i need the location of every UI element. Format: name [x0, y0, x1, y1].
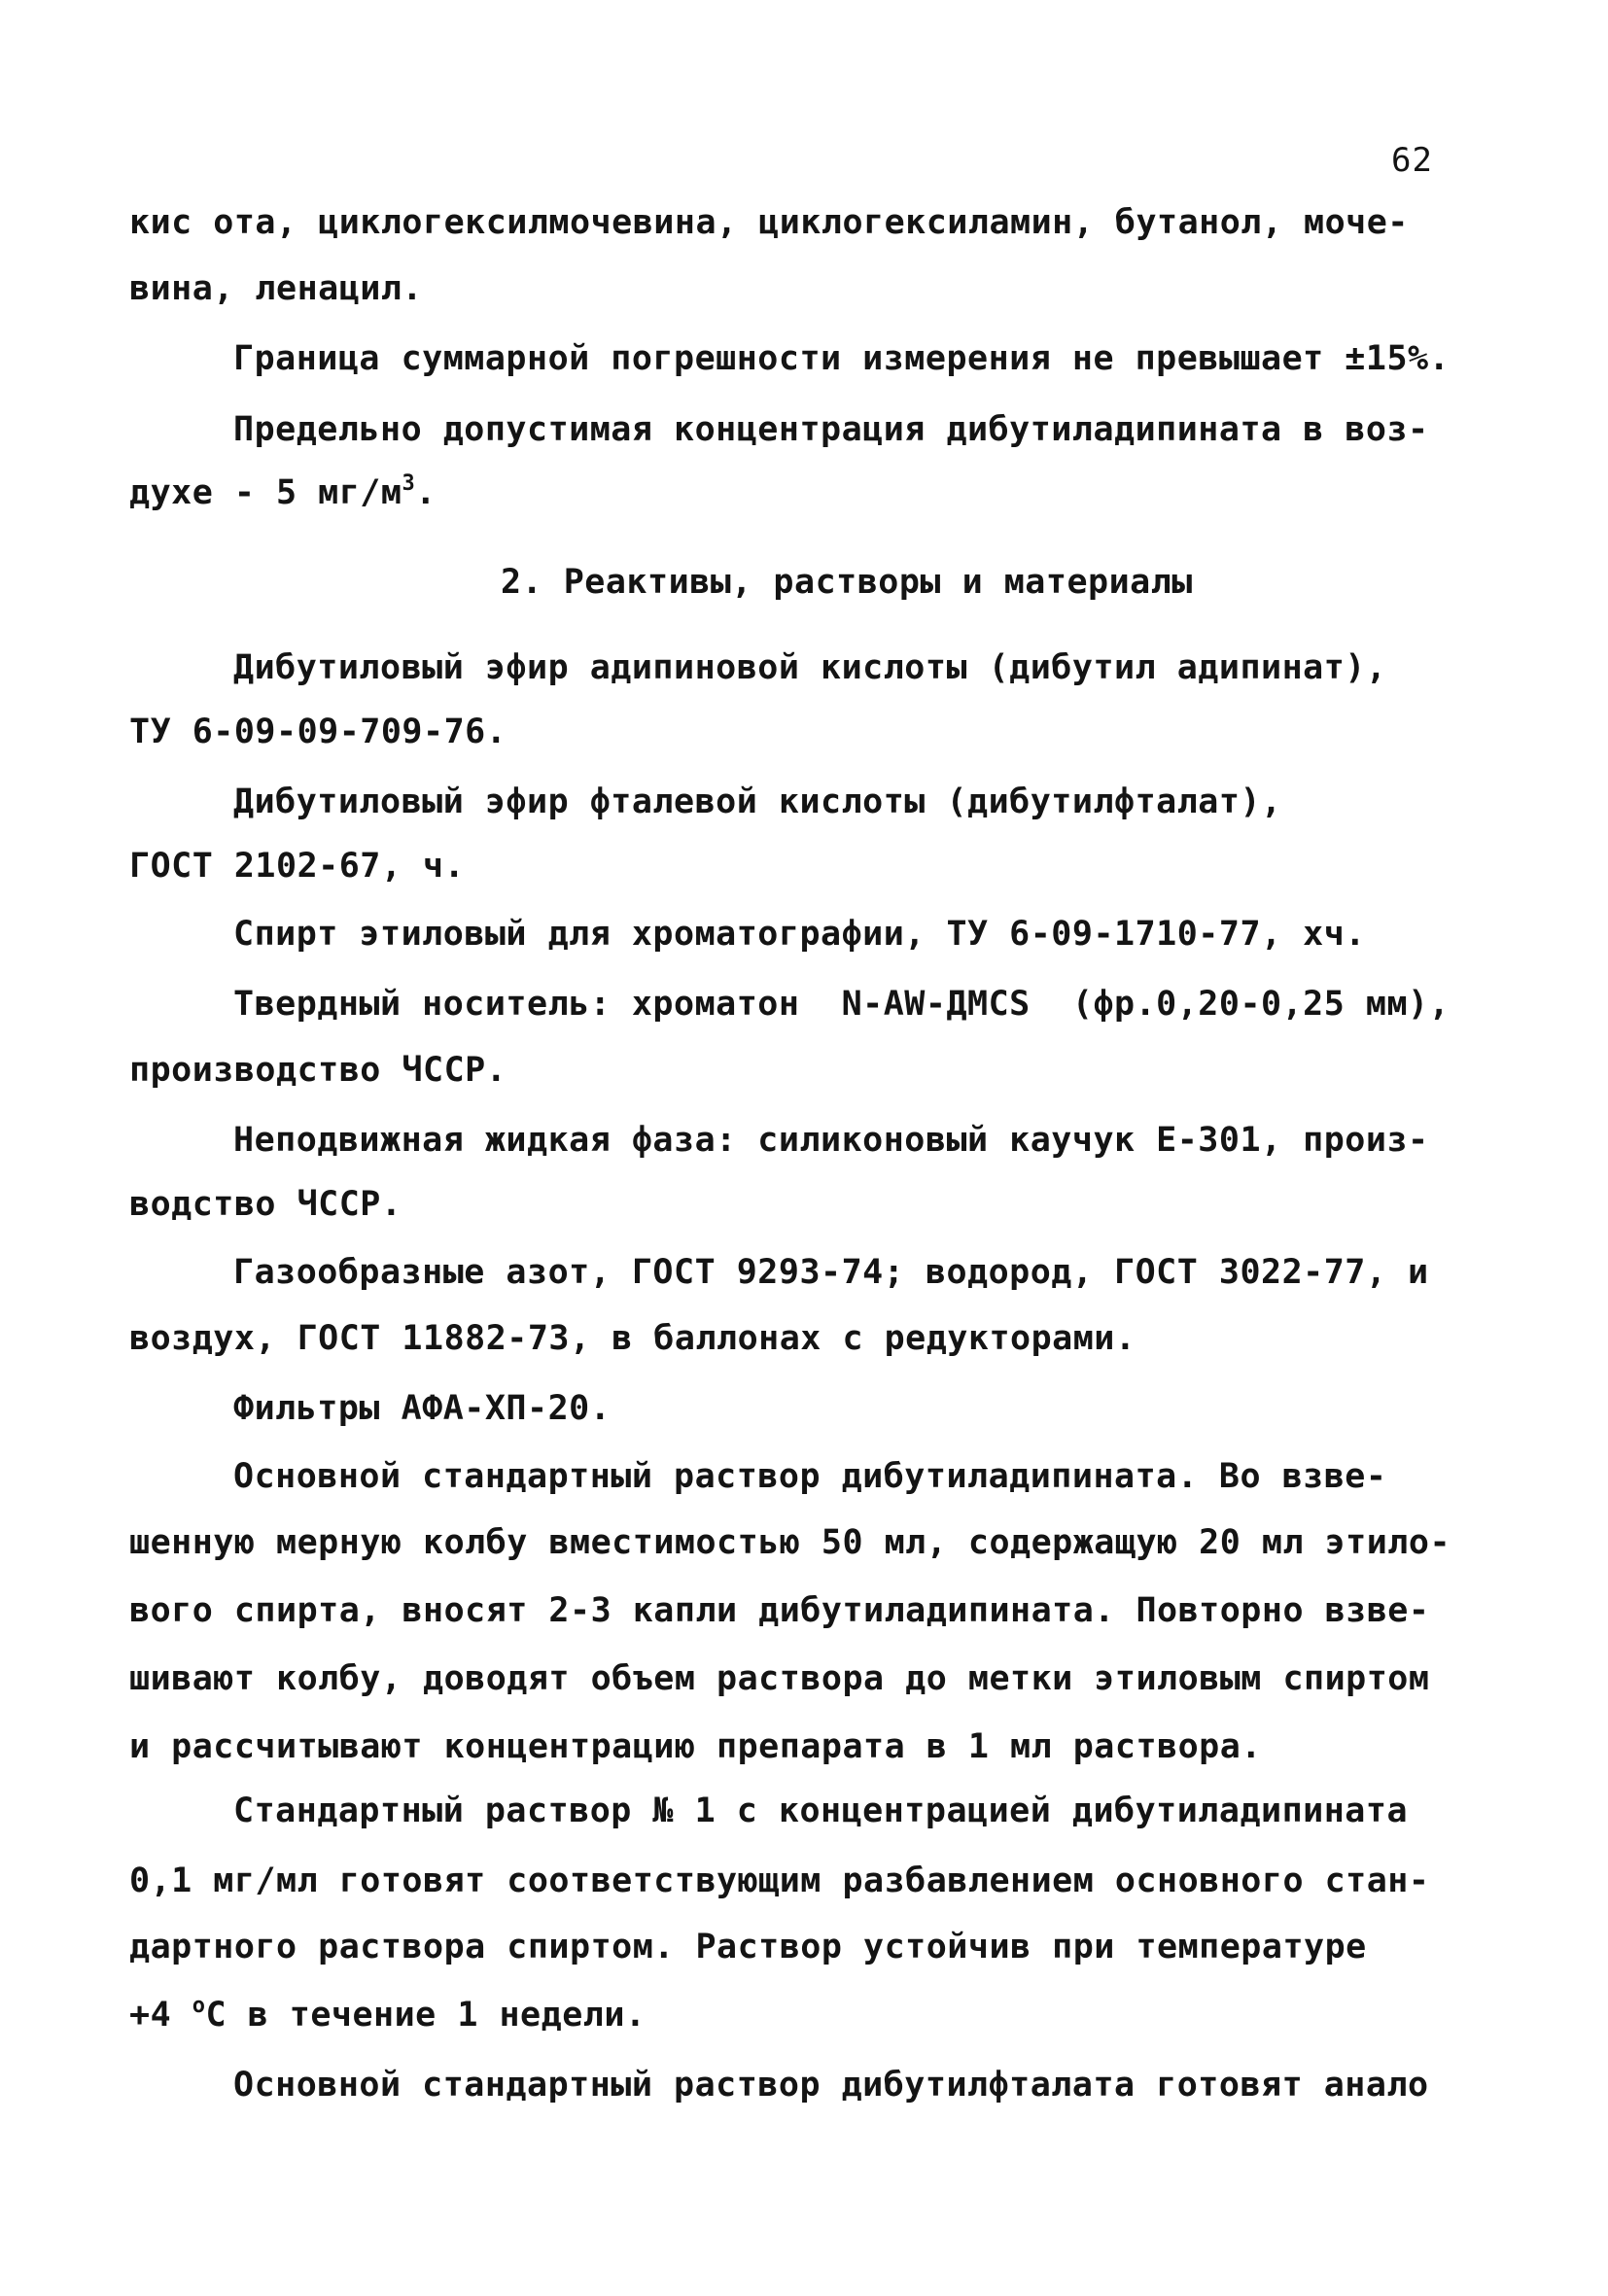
text-line: ТУ 6-09-09-709-76. — [129, 713, 507, 751]
text-fragment: С в течение 1 недели. — [205, 1996, 647, 2035]
text-line: Предельно допустимая концентрация дибутиладипината в воз- — [233, 410, 1429, 449]
text-line: Фильтры АФА-ХП-20. — [233, 1389, 612, 1428]
text-line: шенную мерную колбу вместимостью 50 мл, содержащую 20 мл этило- — [129, 1523, 1451, 1562]
text-line: Дибутиловый эфир фталевой кислоты (дибутилфталат), — [233, 783, 1282, 821]
superscript: 3 — [402, 471, 416, 496]
text-line: Твердный носитель: хроматон N-AW-ДМСS (фр.0,20-0,25 мм), — [233, 985, 1451, 1024]
text-line: Спирт этиловый для хроматографии, ТУ 6-09-1710-77, хч. — [233, 915, 1366, 954]
text-line: Неподвижная жидкая фаза: силиконовый каучук Е-301, произ- — [233, 1121, 1429, 1160]
text-line: воздух, ГОСТ 11882-73, в баллонах с редукторами. — [129, 1319, 1136, 1358]
text-line: Газообразные азот, ГОСТ 9293-74; водород, ГОСТ 3022-77, и — [233, 1253, 1429, 1292]
text-line: ГОСТ 2102-67, ч. — [129, 847, 466, 886]
text-line-with-superscript — [129, 1994, 647, 2035]
text-line: Стандартный раствор № 1 с концентрацией дибутиладипината — [233, 1792, 1409, 1830]
text-fragment: . — [415, 473, 437, 512]
text-line: Основной стандартный раствор дибутиладипината. Во взве- — [233, 1457, 1387, 1496]
superscript: о — [192, 1994, 206, 2018]
section-heading: 2. Реактивы, растворы и материалы — [501, 563, 1193, 602]
text-line: Дибутиловый эфир адипиновой кислоты (дибутил адипинат), — [233, 648, 1387, 687]
text-fragment: +4 — [129, 1996, 192, 2035]
text-line: водство ЧССР. — [129, 1185, 402, 1224]
text-line: Основной стандартный раствор дибутилфталата готовят анало — [233, 2066, 1429, 2105]
text-line: шивают колбу, доводят объем раствора до метки этиловым спиртом — [129, 1659, 1430, 1698]
text-fragment: духе - 5 мг/м — [129, 473, 402, 512]
text-line: производство ЧССР. — [129, 1051, 507, 1090]
text-line: 0,1 мг/мл готовят соответствующим разбавлением основного стан- — [129, 1861, 1430, 1900]
text-line: Граница суммарной погрешности измерения не превышает ±15%. — [233, 339, 1451, 378]
text-line: кис ота, циклогексилмочевина, циклогексиламин, бутанол, моче- — [129, 203, 1409, 242]
text-line-with-superscript — [129, 471, 437, 512]
text-line: вина, ленацил. — [129, 269, 424, 308]
text-line: вого спирта, вносят 2-3 капли дибутиладипината. Повторно взве- — [129, 1591, 1430, 1630]
text-line: и рассчитывают концентрацию препарата в 1 мл раствора. — [129, 1727, 1262, 1766]
page-number: 62 — [1391, 141, 1433, 180]
text-line: дартного раствора спиртом. Раствор устойчив при температуре — [129, 1928, 1367, 1966]
